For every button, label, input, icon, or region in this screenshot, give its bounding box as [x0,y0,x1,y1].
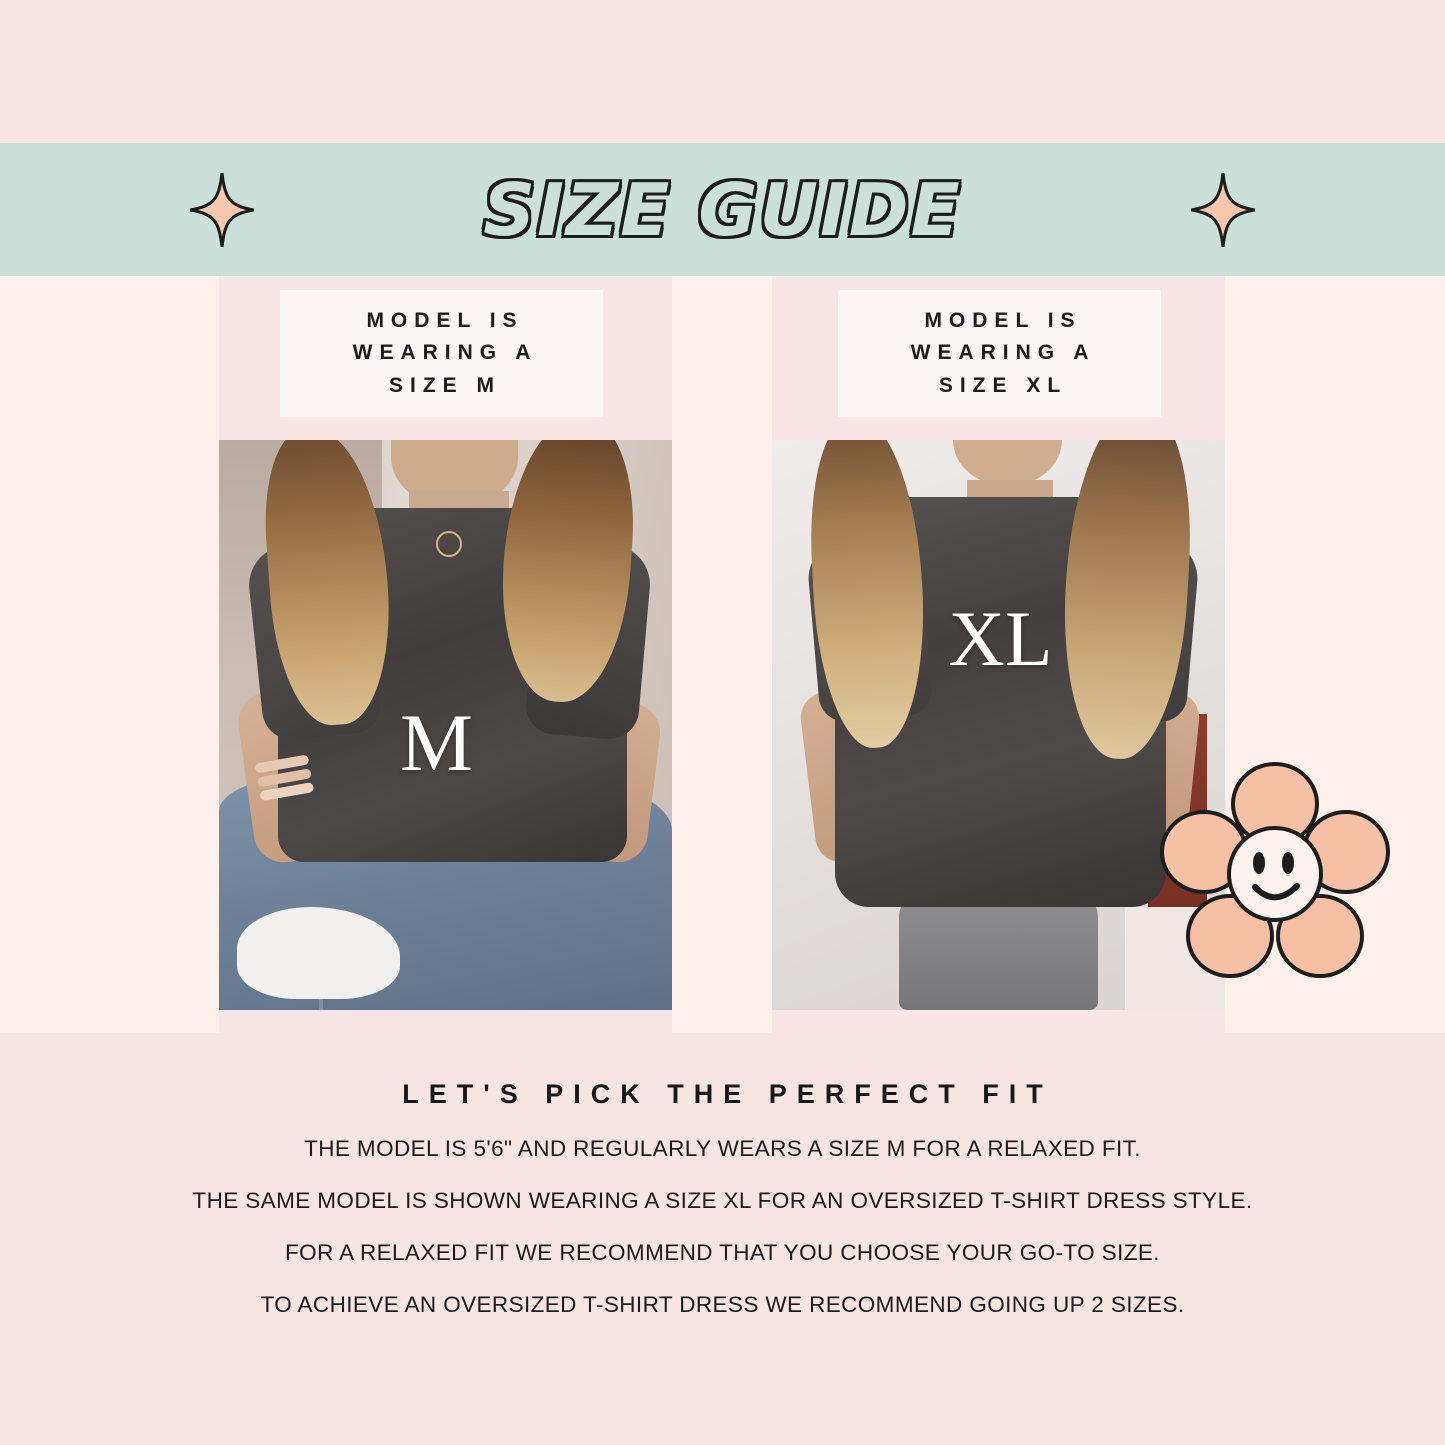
shirt-letter-xl: XL [948,595,1053,682]
model-shorts [899,896,1098,1010]
footer-title: LET'S PICK THE PERFECT FIT [402,1079,1053,1109]
smiley-flower-icon [1160,760,1390,990]
size-label-xl [838,290,1161,417]
header-banner [0,143,1445,276]
footer-section [0,1033,1445,1445]
size-label-m-line-3: SIZE M [388,373,501,397]
model-photo-xl [772,440,1225,1010]
footer-line-1: THE MODEL IS 5'6" AND REGULARLY WEARS A SIZE M FOR A RELAXED FIT. [304,1136,1141,1161]
size-label-m-line-1: MODEL IS [366,308,524,332]
footer-line-4: TO ACHIEVE AN OVERSIZED T-SHIRT DRESS WE RECOMMEND GOING UP 2 SIZES. [260,1292,1185,1317]
top-band [0,0,1445,143]
model-photo-m-content [219,440,672,1010]
size-label-m-line-2: WEARING A [352,341,538,365]
size-label-xl-line-1: MODEL IS [924,308,1082,332]
shirt-letter-m: M [400,697,473,788]
footer-line-2: THE SAME MODEL IS SHOWN WEARING A SIZE XL FOR AN OVERSIZED T-SHIRT DRESS STYLE. [192,1188,1253,1213]
size-label-xl-line-2: WEARING A [910,341,1096,365]
size-label-xl-line-3: SIZE XL [938,373,1068,397]
size-label-m [280,290,603,417]
footer-line-3: FOR A RELAXED FIT WE RECOMMEND THAT YOU CHOOSE YOUR GO-TO SIZE. [285,1240,1160,1265]
sparkle-icon [1191,173,1255,247]
page-title: SIZE GUIDE [483,167,962,252]
sparkle-icon [190,173,254,247]
model-photo-m [219,440,672,1010]
model-photo-xl-content [772,440,1225,1010]
